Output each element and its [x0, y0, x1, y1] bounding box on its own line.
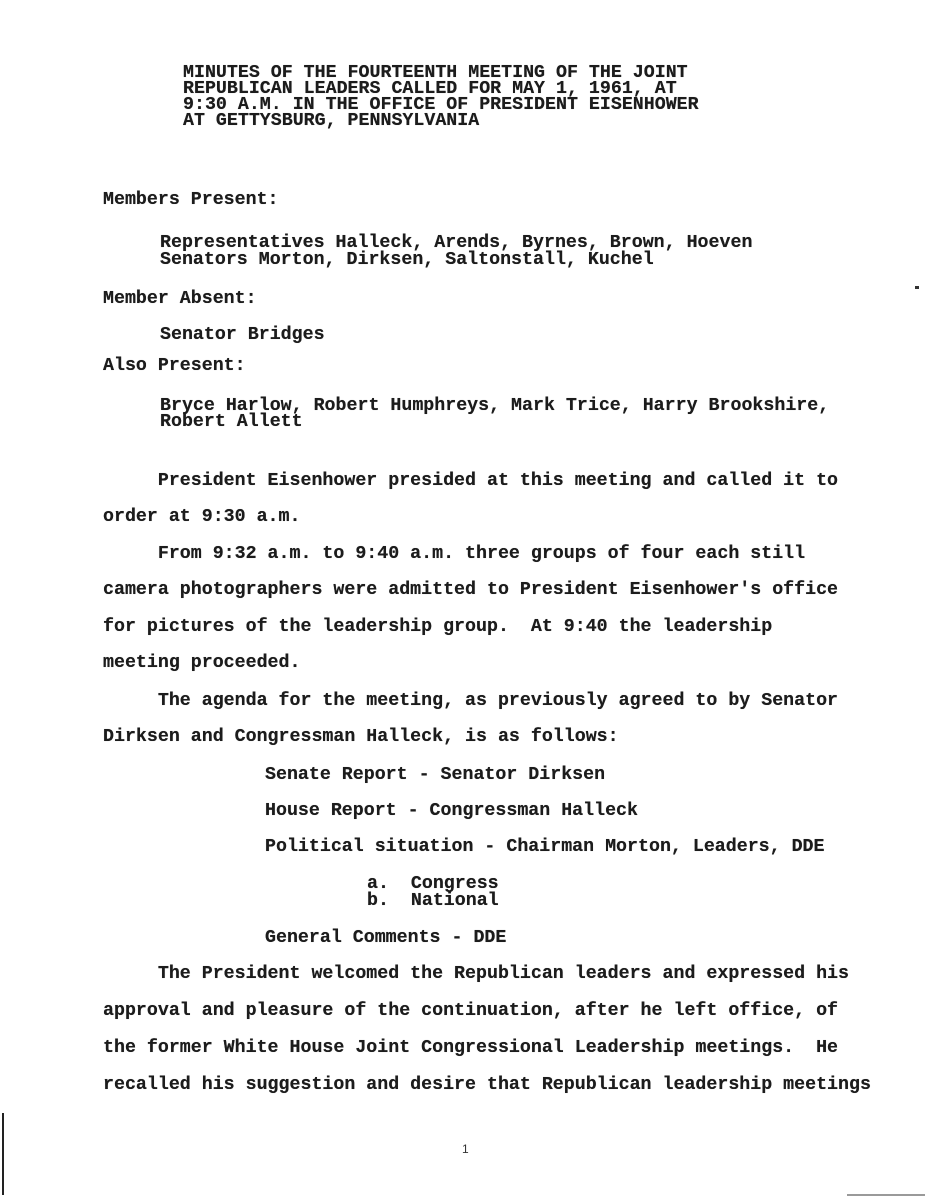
scan-bottom-rule	[847, 1194, 925, 1196]
agenda-item-senate-report: Senate Report - Senator Dirksen	[265, 765, 606, 785]
agenda-item-general-comments: General Comments - DDE	[265, 928, 507, 948]
page-number: 1	[462, 1142, 469, 1156]
members-present-label: Members Present:	[103, 190, 279, 210]
paragraph-line: The agenda for the meeting, as previously agreed to by Senator	[103, 691, 839, 711]
agenda-item-house-report: House Report - Congressman Halleck	[265, 801, 638, 821]
also-present-line-2: Robert Allett	[160, 412, 303, 432]
paragraph-line: approval and pleasure of the continuation, after he left office, of	[103, 1001, 839, 1021]
paragraph-line: order at 9:30 a.m.	[103, 507, 301, 527]
paragraph-line: Dirksen and Congressman Halleck, is as follows:	[103, 727, 619, 747]
members-present-representatives: Representatives Halleck, Arends, Byrnes, Brown, Hoeven	[160, 233, 753, 253]
paragraph-line: the former White House Joint Congressional Leadership meetings. He	[103, 1038, 839, 1058]
member-absent-label: Member Absent:	[103, 289, 257, 309]
scan-margin-line	[2, 1113, 4, 1195]
member-absent-name: Senator Bridges	[160, 325, 325, 345]
paragraph-line: for pictures of the leadership group. At 9:40 the leadership	[103, 617, 773, 637]
paragraph-line: camera photographers were admitted to President Eisenhower's office	[103, 580, 839, 600]
paragraph-line: recalled his suggestion and desire that Republican leadership meetings	[103, 1075, 871, 1095]
agenda-subitem-congress: a. Congress	[367, 874, 499, 894]
also-present-line-1: Bryce Harlow, Robert Humphreys, Mark Trice, Harry Brookshire,	[160, 396, 830, 416]
paragraph-line: President Eisenhower presided at this meeting and called it to	[103, 471, 839, 491]
agenda-subitem-national: b. National	[367, 891, 499, 911]
paragraph-line: From 9:32 a.m. to 9:40 a.m. three groups of four each still	[103, 544, 806, 564]
title-line-2: REPUBLICAN LEADERS CALLED FOR MAY 1, 1961, AT	[183, 79, 677, 99]
title-line-4: AT GETTYSBURG, PENNSYLVANIA	[183, 111, 480, 131]
title-line-3: 9:30 A.M. IN THE OFFICE OF PRESIDENT EISENHOWER	[183, 95, 699, 115]
agenda-item-political-situation: Political situation - Chairman Morton, Leaders, DDE	[265, 837, 825, 857]
scan-speck	[915, 286, 919, 289]
paragraph-line: The President welcomed the Republican leaders and expressed his	[103, 964, 849, 984]
paragraph-line: meeting proceeded.	[103, 653, 301, 673]
also-present-label: Also Present:	[103, 356, 246, 376]
title-line-1: MINUTES OF THE FOURTEENTH MEETING OF THE JOINT	[183, 63, 688, 83]
members-present-senators: Senators Morton, Dirksen, Saltonstall, Kuchel	[160, 250, 654, 270]
